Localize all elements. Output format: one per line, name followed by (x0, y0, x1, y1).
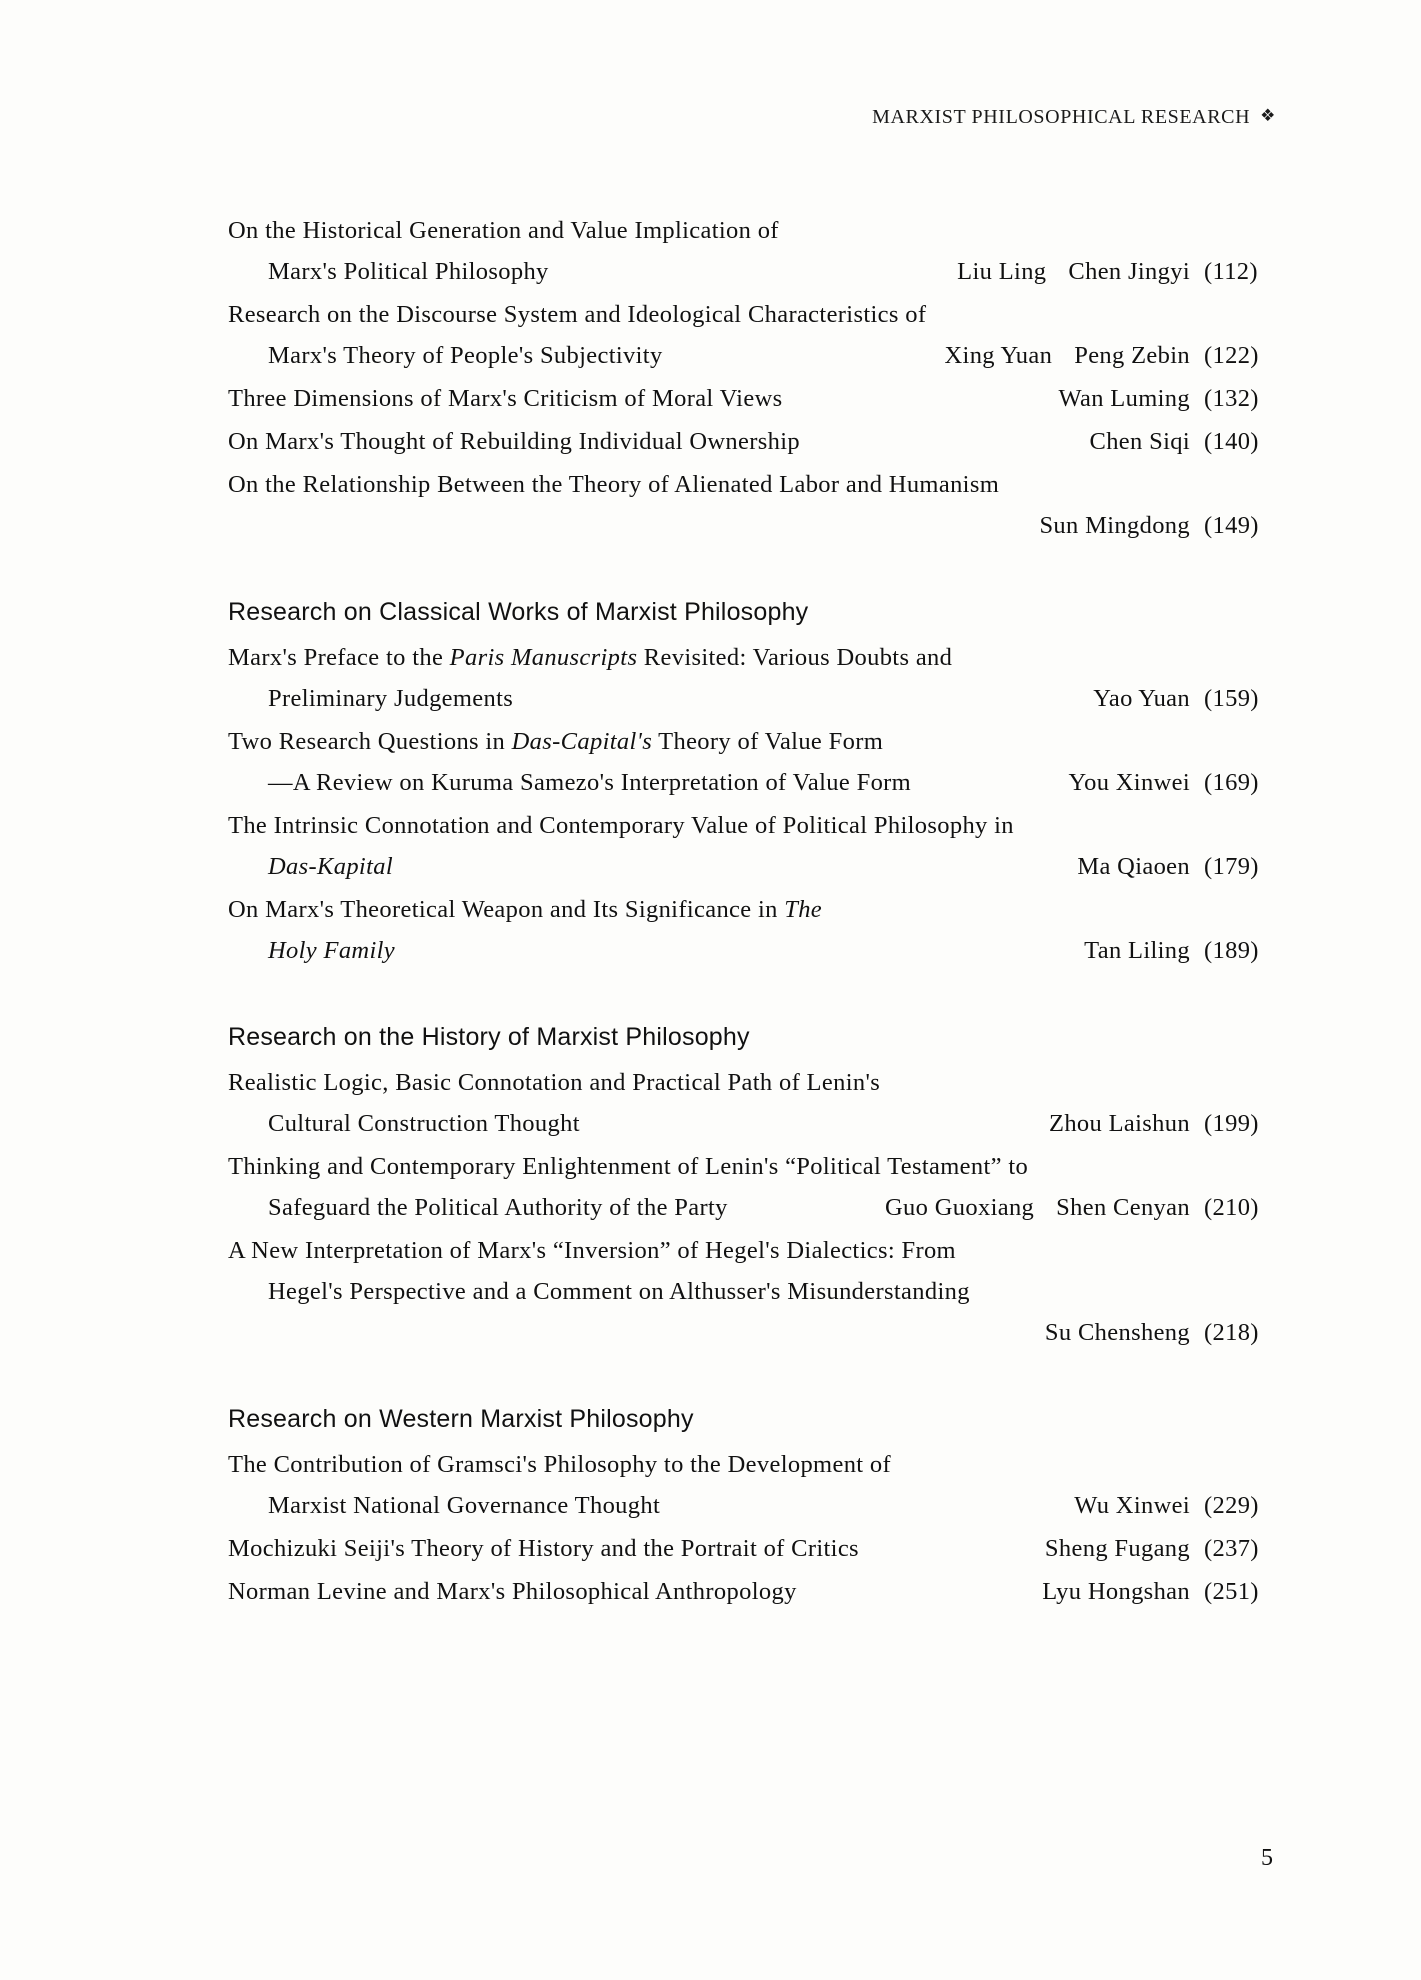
toc-entry-authors (1045, 1535, 1190, 1562)
toc-entry-line (228, 505, 1288, 546)
toc-entry-line (228, 1187, 1288, 1228)
toc-entry-line (228, 1146, 1288, 1187)
toc-entry-authors (1093, 685, 1190, 712)
toc-entry-line (228, 1271, 1288, 1312)
toc-entry[interactable] (228, 1062, 1288, 1144)
toc-entry-line (228, 846, 1288, 887)
toc-entry-title: Three Dimensions of Marx's Criticism of Moral Views (228, 385, 783, 412)
toc-entry[interactable] (228, 378, 1288, 419)
toc-entry-authors (945, 342, 1191, 369)
toc-entry[interactable] (228, 1146, 1288, 1228)
toc-entry-title: Norman Levine and Marx's Philosophical Anthropology (228, 1578, 797, 1605)
section-heading: Research on Western Marxist Philosophy (228, 1405, 694, 1433)
toc-entry-title: On Marx's Theoretical Weapon and Its Significance in The (228, 896, 823, 923)
toc-entry-authors (1049, 1110, 1190, 1137)
toc-entry-authors (1077, 853, 1190, 880)
toc-entry[interactable] (228, 805, 1288, 887)
toc-entry-page[interactable]: (210) (1204, 1194, 1259, 1221)
toc-entry[interactable] (228, 637, 1288, 719)
toc-entry[interactable] (228, 721, 1288, 803)
toc-entry-title: Das-Kapital (268, 853, 393, 880)
toc-entry-line (228, 210, 1288, 251)
toc-entry-page[interactable]: (132) (1204, 385, 1259, 412)
toc-entry-line (228, 1312, 1288, 1353)
toc-entry[interactable] (228, 1230, 1288, 1353)
toc-entry-meta (919, 335, 1289, 376)
toc-entry-meta (1051, 846, 1288, 887)
author-name: Yao Yuan (1093, 685, 1190, 712)
toc-entry-meta (1033, 378, 1289, 419)
toc-entry-line (228, 294, 1288, 335)
toc-entry-line (228, 464, 1288, 505)
toc-entry-meta (1019, 1528, 1288, 1569)
author-name: Peng Zebin (1074, 342, 1190, 369)
toc-entry-title: A New Interpretation of Marx's “Inversion” of Hegel's Dialectics: From (228, 1237, 956, 1264)
toc-entry[interactable] (228, 889, 1288, 971)
toc-entry-title: Mochizuki Seiji's Theory of History and the Portrait of Critics (228, 1535, 859, 1562)
section-heading: Research on the History of Marxist Philosophy (228, 1023, 750, 1051)
section-heading: Research on Classical Works of Marxist Philosophy (228, 598, 809, 626)
toc-entry[interactable] (228, 1528, 1288, 1569)
toc-entry-page[interactable]: (179) (1204, 853, 1259, 880)
toc-entry-line (228, 1444, 1288, 1485)
toc-entry[interactable] (228, 210, 1288, 292)
toc-entry-meta (931, 251, 1288, 292)
toc-entry-page[interactable]: (199) (1204, 1110, 1259, 1137)
toc-entry-authors (1042, 1578, 1190, 1605)
toc-entry-authors (1069, 769, 1191, 796)
toc-entry-line (228, 378, 1288, 419)
toc-entry-authors (1059, 385, 1191, 412)
toc-entry-line (228, 1485, 1288, 1526)
toc-entry-line (228, 678, 1288, 719)
toc-entry-meta (1067, 678, 1288, 719)
author-name: Chen Siqi (1089, 428, 1190, 455)
author-name: Wu Xinwei (1074, 1492, 1190, 1519)
toc-entry-meta (1048, 1485, 1288, 1526)
table-of-contents (228, 210, 1288, 1614)
toc-entry-meta (1023, 1103, 1288, 1144)
author-name: Tan Liling (1084, 937, 1190, 964)
toc-entry-meta (859, 1187, 1288, 1228)
toc-entry-title: On the Historical Generation and Value Implication of (228, 217, 779, 244)
author-name: Sheng Fugang (1044, 1535, 1190, 1562)
toc-entry-line (228, 1230, 1288, 1271)
running-head (872, 106, 1276, 129)
toc-entry-authors (957, 258, 1190, 285)
toc-entry-line (228, 930, 1288, 971)
toc-entry-line (228, 637, 1288, 678)
toc-entry-title: Cultural Construction Thought (268, 1110, 580, 1137)
toc-entry-title: Thinking and Contemporary Enlightenment of Lenin's “Political Testament” to (228, 1153, 1029, 1180)
author-name: Chen Jingyi (1068, 258, 1190, 285)
toc-entry-title: —A Review on Kuruma Samezo's Interpretation of Value Form (268, 769, 912, 796)
toc-entry-line (228, 335, 1288, 376)
ornament-icon: ❖ (1260, 106, 1276, 125)
toc-entry-authors (1084, 937, 1190, 964)
toc-entry[interactable] (228, 294, 1288, 376)
toc-entry-title: Hegel's Perspective and a Comment on Althusser's Misunderstanding (268, 1278, 970, 1305)
toc-entry-title: On Marx's Thought of Rebuilding Individual Ownership (228, 428, 800, 455)
toc-entry[interactable] (228, 464, 1288, 546)
toc-entry-meta (1043, 762, 1289, 803)
toc-entry[interactable] (228, 1444, 1288, 1526)
toc-entry-title: Research on the Discourse System and Ideological Characteristics of (228, 301, 927, 328)
toc-entry-page[interactable]: (149) (1204, 512, 1259, 539)
toc-entry-page[interactable]: (229) (1204, 1492, 1259, 1519)
toc-entry-meta (1064, 421, 1288, 462)
author-name: Ma Qiaoen (1077, 853, 1190, 880)
author-name: Sun Mingdong (1039, 512, 1190, 539)
toc-entry-title: Two Research Questions in Das-Capital's Theory of Value Form (228, 728, 884, 755)
author-name: Liu Ling (957, 258, 1047, 285)
toc-entry-page[interactable]: (218) (1204, 1319, 1259, 1346)
toc-entry-page[interactable]: (159) (1204, 685, 1259, 712)
toc-entry-page[interactable]: (112) (1204, 258, 1258, 285)
toc-entry-line (228, 421, 1288, 462)
toc-entry-meta (1019, 1312, 1288, 1353)
toc-entry-title: Marx's Theory of People's Subjectivity (268, 342, 663, 369)
toc-entry-meta (1013, 505, 1288, 546)
running-head-text: MARXIST PHILOSOPHICAL RESEARCH (872, 106, 1251, 128)
toc-entry-line (228, 889, 1288, 930)
author-name: You Xinwei (1068, 769, 1190, 796)
toc-entry-title: The Contribution of Gramsci's Philosophy to the Development of (228, 1451, 892, 1478)
toc-entry-line (228, 721, 1288, 762)
toc-entry-page[interactable]: (140) (1204, 428, 1259, 455)
author-name: Zhou Laishun (1049, 1110, 1190, 1137)
toc-entry-page[interactable]: (237) (1204, 1535, 1259, 1562)
toc-entry-title: Preliminary Judgements (268, 685, 514, 712)
author-name: Shen Cenyan (1056, 1194, 1190, 1221)
toc-entry-line (228, 251, 1288, 292)
author-name: Su Chensheng (1044, 1319, 1190, 1346)
toc-entry-authors (1045, 1319, 1190, 1346)
toc-entry-title: Marx's Preface to the Paris Manuscripts Revisited: Various Doubts and (228, 644, 953, 671)
toc-entry-line (228, 1528, 1288, 1569)
page-number: 5 (1261, 1845, 1273, 1871)
toc-entry-title: Holy Family (268, 937, 395, 964)
toc-entry-line (228, 762, 1288, 803)
toc-entry-line (228, 805, 1288, 846)
toc-entry-title: Marx's Political Philosophy (268, 258, 549, 285)
toc-entry-line (228, 1103, 1288, 1144)
toc-entry-authors (885, 1194, 1190, 1221)
toc-entry-authors (1074, 1492, 1190, 1519)
author-name: Wan Luming (1058, 385, 1190, 412)
toc-entry-authors (1039, 512, 1190, 539)
toc-entry-authors (1090, 428, 1190, 455)
toc-entry-title: Marxist National Governance Thought (268, 1492, 661, 1519)
toc-entry-title: Realistic Logic, Basic Connotation and Practical Path of Lenin's (228, 1069, 881, 1096)
toc-entry-line (228, 1062, 1288, 1103)
toc-entry-page[interactable]: (169) (1204, 769, 1259, 796)
author-name: Xing Yuan (944, 342, 1053, 369)
toc-entry-title: Safeguard the Political Authority of the Party (268, 1194, 728, 1221)
toc-entry-page[interactable]: (122) (1204, 342, 1259, 369)
toc-entry-meta (1016, 1571, 1288, 1612)
author-name: Guo Guoxiang (885, 1194, 1035, 1221)
toc-entry-meta (1058, 930, 1288, 971)
toc-entry-title: The Intrinsic Connotation and Contemporary Value of Political Philosophy in (228, 812, 1014, 839)
toc-entry-line (228, 1571, 1288, 1612)
toc-entry[interactable] (228, 421, 1288, 462)
toc-entry-page[interactable]: (189) (1204, 937, 1259, 964)
toc-entry-page[interactable]: (251) (1204, 1578, 1259, 1605)
author-name: Lyu Hongshan (1042, 1578, 1190, 1605)
toc-entry[interactable] (228, 1571, 1288, 1612)
toc-entry-title: On the Relationship Between the Theory of Alienated Labor and Humanism (228, 471, 1000, 498)
